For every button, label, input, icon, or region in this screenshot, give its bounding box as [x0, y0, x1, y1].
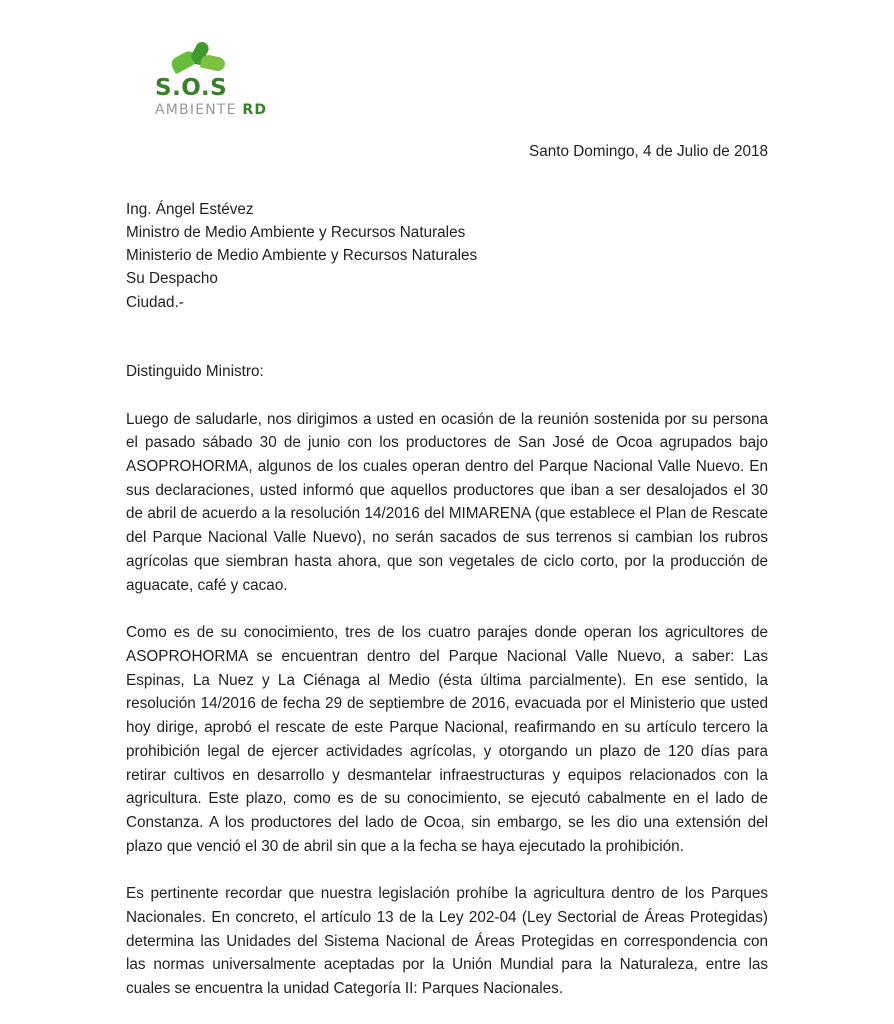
- logo: [155, 44, 275, 122]
- addressee-line: Su Despacho: [126, 270, 218, 288]
- logo-title: S.O.S: [155, 75, 228, 101]
- logo-subtitle-accent: RD: [242, 102, 268, 119]
- leaves-icon: [169, 44, 239, 74]
- salutation: Distinguido Ministro:: [126, 362, 264, 380]
- addressee-block: [126, 198, 768, 314]
- letter-body: [126, 140, 768, 1001]
- addressee-line: Ministro de Medio Ambiente y Recursos Naturales: [126, 223, 466, 241]
- logo-subtitle-main: AMBIENTE: [155, 102, 237, 119]
- addressee-line: Ciudad.-: [126, 293, 184, 311]
- body-paragraph: Es pertinente recordar que nuestra legislación prohíbe la agricultura dentro de los Parques Nacionales. En concreto, el artículo 13 de la Ley 202-04 (Ley Sectorial de Áreas Protegidas) determina las Unidades del Sistema Nacional de Áreas Protegidas en correspondencia con las normas universalmente aceptadas por la Unión Mundial para la Naturaleza, entre las cuales se encuentra la unidad Categoría II: Parques Nacionales.: [126, 885, 768, 998]
- leaf-right: [200, 54, 226, 73]
- addressee-line: Ministerio de Medio Ambiente y Recursos Naturales: [126, 247, 478, 265]
- logo-subtitle: [155, 102, 275, 118]
- body-paragraph: Como es de su conocimiento, tres de los cuatro parajes donde operan los agricultores de ASOPROHORMA se encuentran dentro del Parque Nacional Valle Nuevo, a saber: Las Espinas, La Nuez y La Ciénaga al Medio (ésta última parcialmente). En ese sentido, la resolución 14/2016 de fecha 29 de septiembre de 2016, evacuada por el Ministerio que usted hoy dirige, aprobó el rescate de este Parque Nacional, reafirmando en su artículo tercero la prohibición legal de ejercer actividades agrícolas, y otorgando un plazo de 120 días para retirar cultivos en desarrollo y desmantelar infraestructuras y equipos relacionados con la agricultura. Este plazo, como es de su conocimiento, se ejecutó cabalmente en el lado de Constanza. A los productores del lado de Ocoa, sin embargo, se les dio una extensión del plazo que venció el 30 de abril sin que a la fecha se haya ejecutado la prohibición.: [126, 624, 768, 855]
- body-paragraph: Luego de saludarle, nos dirigimos a usted en ocasión de la reunión sostenida por su persona el pasado sábado 30 de junio con los productores de San José de Ocoa agrupados bajo ASOPROHORMA, algunos de los cuales operan dentro del Parque Nacional Valle Nuevo. En sus declaraciones, usted informó que aquellos productores que iban a ser desalojados el 30 de abril de acuerdo a la resolución 14/2016 del MIMARENA (que establece el Plan de Rescate del Parque Nacional Valle Nuevo), no serán sacados de sus terrenos si cambian los rubros agrícolas que siembran hasta ahora, que son vegetales de ciclo corto, por la producción de aguacate, café y cacao.: [126, 410, 768, 594]
- letter-date: Santo Domingo, 4 de Julio de 2018: [529, 143, 768, 160]
- addressee-line: Ing. Ángel Estévez: [126, 200, 254, 218]
